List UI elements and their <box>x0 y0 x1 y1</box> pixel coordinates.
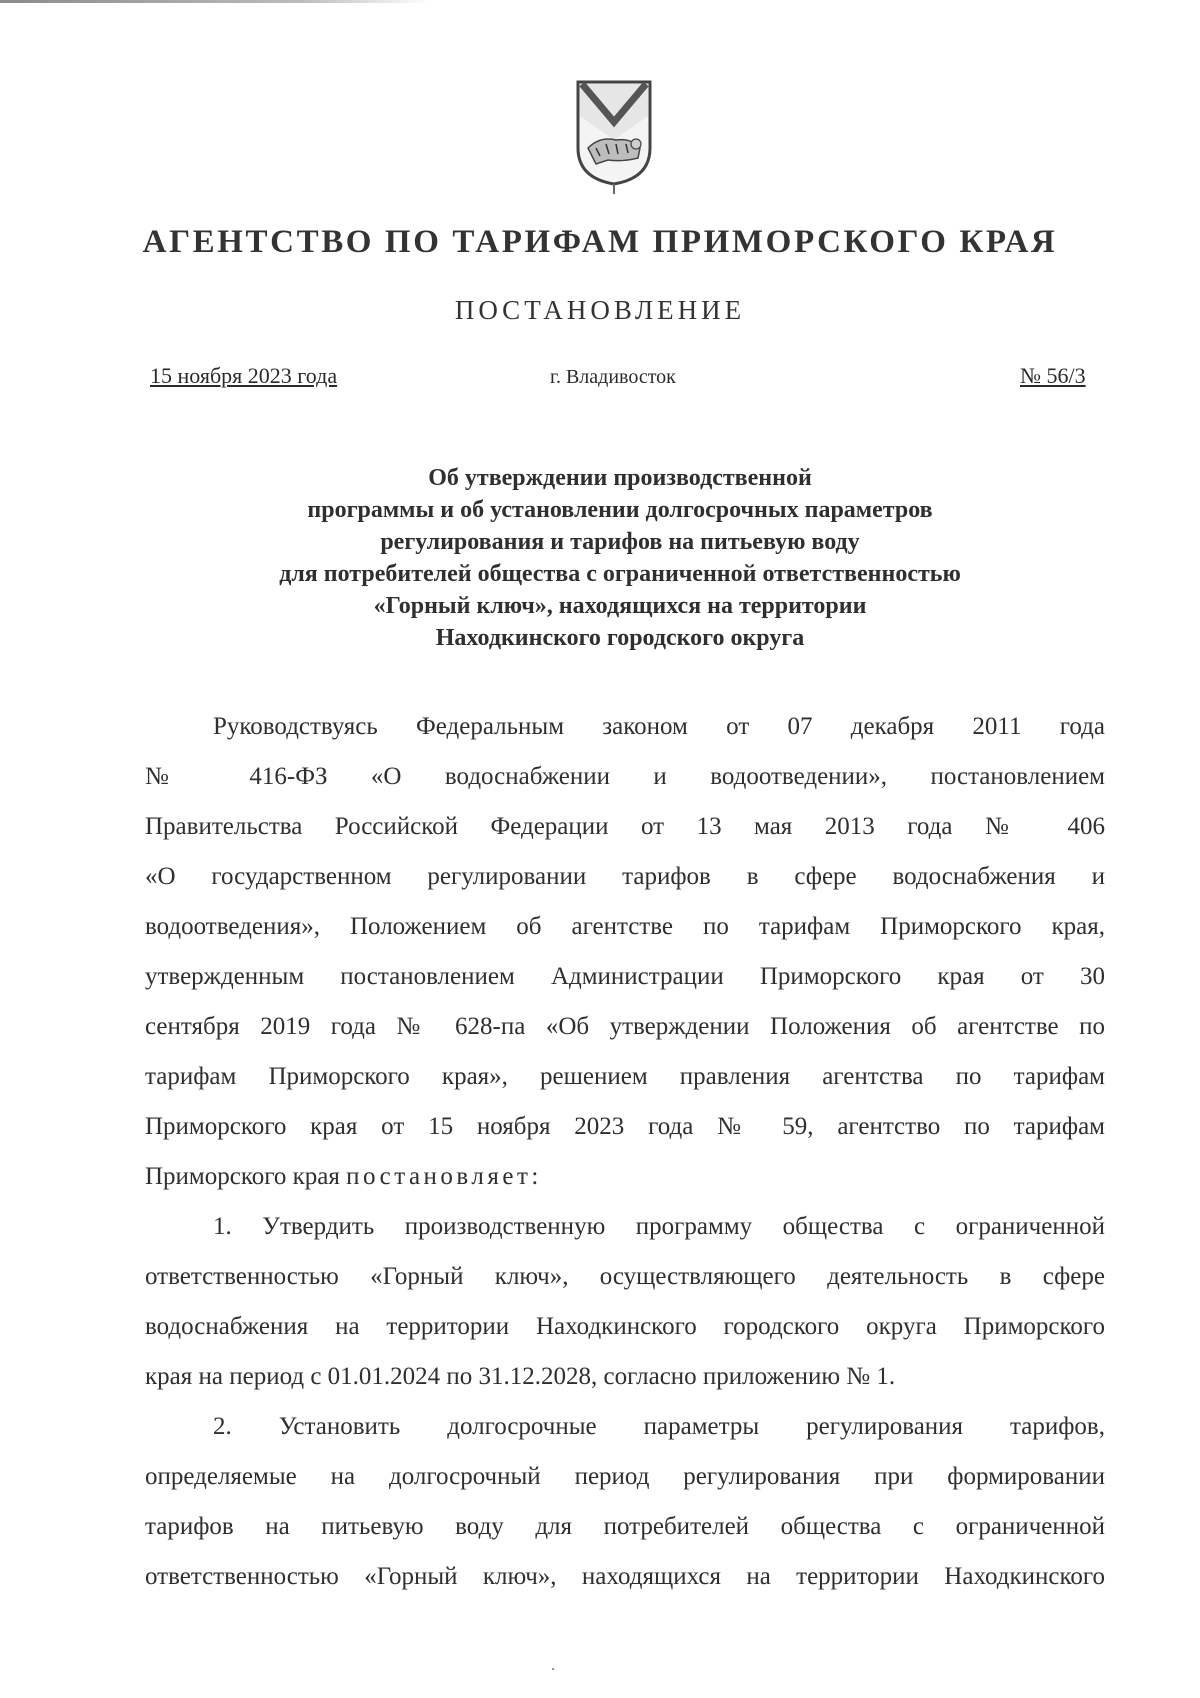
title-line: Об утверждении производственной <box>428 465 812 491</box>
body-line: сентября 2019 года № 628-па «Об утверждении Положения об агентстве по <box>145 1013 1105 1040</box>
coat-of-arms-icon <box>574 78 654 198</box>
scan-speck <box>552 1668 554 1670</box>
title-line: для потребителей общества с ограниченной ответственностью <box>279 561 961 587</box>
body-line: ответственностью «Горный ключ», осуществляющего деятельность в сфере <box>145 1263 1105 1290</box>
body-line: Руководствуясь Федеральным законом от 07 декабря 2011 года <box>213 713 1105 740</box>
body-line: утвержденным постановлением Администрации Приморского края от 30 <box>145 963 1105 990</box>
title-line: «Горный ключ», находящихся на территории <box>373 593 867 619</box>
document-date: 15 ноября 2023 года <box>150 363 338 388</box>
body-line: № 416-ФЗ «О водоснабжении и водоотведении», постановлением <box>145 763 1105 790</box>
body-line: «О государственном регулировании тарифов в сфере водоснабжения и <box>145 863 1105 890</box>
document-type: ПОСТАНОВЛЕНИЕ <box>454 295 746 325</box>
document-body <box>145 702 1105 1602</box>
agency-name: АГЕНТСТВО ПО ТАРИФАМ ПРИМОРСКОГО КРАЯ <box>142 224 1058 260</box>
document-city: г. Владивосток <box>550 366 676 388</box>
scan-edge <box>0 0 430 3</box>
title-line: регулирования и тарифов на питьевую воду <box>380 529 860 555</box>
body-line: водоснабжения на территории Находкинского городского округа Приморского <box>145 1313 1105 1340</box>
body-line: 2. Установить долгосрочные параметры регулирования тарифов, <box>213 1413 1105 1440</box>
body-line: Правительства Российской Федерации от 13 мая 2013 года № 406 <box>145 813 1105 840</box>
document-number: № 56/3 <box>1020 363 1086 388</box>
body-line: водоотведения», Положением об агентстве по тарифам Приморского края, <box>145 913 1105 940</box>
body-line <box>145 1152 1105 1202</box>
body-line: тарифов на питьевую воду для потребителей общества с ограниченной <box>145 1513 1105 1540</box>
body-line: 1. Утвердить производственную программу общества с ограниченной <box>213 1213 1105 1240</box>
body-line: определяемые на долгосрочный период регулирования при формировании <box>145 1463 1105 1490</box>
body-line: края на период с 01.01.2024 по 31.12.2028, согласно приложению № 1. <box>145 1363 896 1390</box>
title-line: Находкинского городского округа <box>435 625 805 651</box>
body-line: тарифам Приморского края», решением правления агентства по тарифам <box>145 1063 1105 1090</box>
resolves-word: постановляет: <box>346 1163 542 1190</box>
body-line: ответственностью «Горный ключ», находящихся на территории Находкинского <box>145 1563 1105 1590</box>
body-line: Приморского края от 15 ноября 2023 года № 59, агентство по тарифам <box>145 1113 1105 1140</box>
body-text-fragment: Приморского края <box>145 1163 347 1190</box>
document-title <box>200 462 1040 654</box>
title-line: программы и об установлении долгосрочных параметров <box>307 497 933 523</box>
